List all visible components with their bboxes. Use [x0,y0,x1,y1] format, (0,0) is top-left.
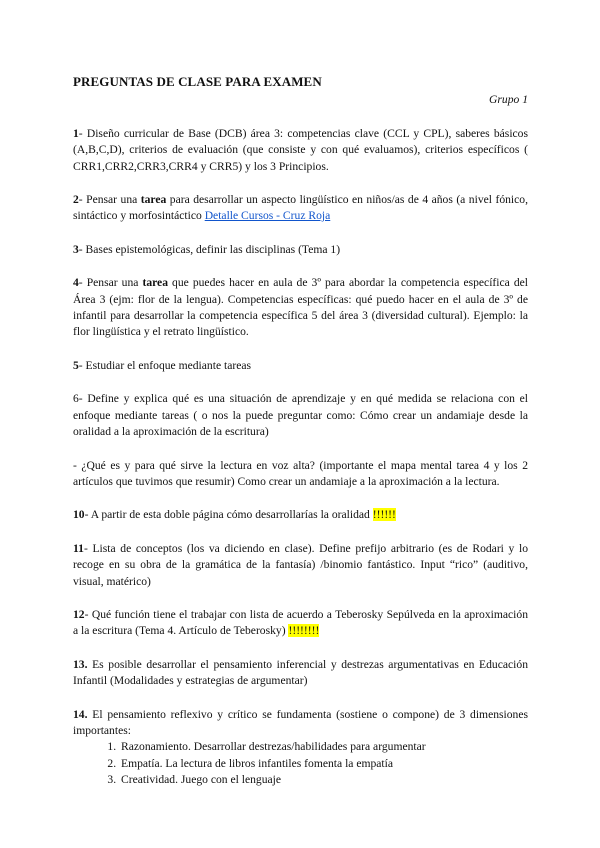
cruz-roja-link[interactable]: Detalle Cursos - Cruz Roja [204,209,331,223]
dimensions-list [73,739,528,788]
question-12-number: 12 [73,607,85,621]
list-item: 3. Creatividad. Juego con el lenguaje [119,772,528,788]
question-2-number: 2 [73,193,79,207]
question-2-text-pre: - Pensar una [78,193,141,207]
question-13-number: 13. [73,657,88,671]
question-11-text: - Lista de conceptos (los va diciendo en clase). Define prefijo arbitrario (es de Rodari y lo recoge en su obra de la gramática de la fantasía) /binomio fantástico. Input “rico” (auditivo, visual, matérico) [73,541,528,588]
question-5-number: 5 [73,358,79,372]
highlight-mark: !!!!!!!! [288,624,320,638]
question-12-text: - Qué función tiene el trabajar con lista de acuerdo a Teberosky Sepúlveda en la aproximación a la escritura (Tema 4. Artículo de Teberosky) [73,607,528,638]
question-2-text-post: para desarrollar un aspecto lingüístico en niños/as de 4 años (a nivel fónico, sintáctico y morfosintáctico [73,193,528,223]
group-label: Grupo 1 [489,93,528,107]
question-2-bold: tarea [140,193,167,207]
question-6: 6- Define y explica qué es una situación de aprendizaje y en qué medida se relaciona con el enfoque mediante tareas ( o nos la puede preguntar como: Cómo crear un andamiaje desde la oralidad a la aproximación de la escritura) [73,392,528,439]
question-5-text: - Estudiar el enfoque mediante tareas [78,358,252,372]
question-10 [73,507,528,523]
question-5 [73,358,528,374]
question-13 [73,657,528,690]
question-10-number: 10 [73,508,85,522]
question-1-text: - Diseño curricular de Base (DCB) área 3: competencias clave (CCL y CPL), saberes básicos (A,B,C,D), criterios de evaluación (que consiste y con qué evaluamos), criterios específicos ( CRR1,CRR2,CRR3,CRR4 y CRR5) y los 3 Principios. [73,126,528,173]
question-4 [73,275,528,341]
question-3 [73,242,528,258]
question-3-text: - Bases epistemológicas, definir las disciplinas (Tema 1) [78,242,341,256]
question-6b: - ¿Qué es y para qué sirve la lectura en voz alta? (importante el mapa mental tarea 4 y los 2 artículos que tuvimos que resumir) Como crear un andamiaje a la aproximación a la lectura. [73,458,528,488]
question-4-number: 4 [73,276,79,290]
list-item: 2. Empatía. La lectura de libros infantiles fomenta la empatía [119,756,528,772]
question-4-text-pre: - Pensar una [78,276,143,290]
question-1-number: 1 [73,126,79,140]
list-item: 1. Razonamiento. Desarrollar destrezas/habilidades para argumentar [119,739,528,755]
question-10-text: - A partir de esta doble página cómo desarrollarías la oralidad [84,508,373,522]
question-3-number: 3 [73,242,79,256]
document-title: PREGUNTAS DE CLASE PARA EXAMEN [73,74,322,89]
question-11-number: 11 [73,541,84,555]
question-13-text: Es posible desarrollar el pensamiento inferencial y destrezas argumentativas en Educación Infantil (Modalidades y estrategias de argumentar) [73,657,528,688]
question-1 [73,126,528,175]
question-11 [73,541,528,590]
question-12 [73,607,528,640]
question-4-bold: tarea [142,276,168,290]
question-4-text-post: que puedes hacer en aula de 3º para abordar la competencia específica del Área 3 (ejm: flor de la lengua). Competencias específicas: qué puedo hacer en el aula de 3º de infantil para desarrollar la competencia específica 5 del área 3 (diversidad cultural). Ejemplo: la flor lingüística y el retrato lingüístico. [73,276,528,339]
question-2 [73,192,528,225]
question-14 [73,707,528,740]
question-14-number: 14. [73,707,88,721]
question-14-text: El pensamiento reflexivo y crítico se fundamenta (sostiene o compone) de 3 dimensiones importantes: [73,707,528,737]
highlight-mark: !!!!!! [372,508,396,522]
document-page [73,74,528,789]
